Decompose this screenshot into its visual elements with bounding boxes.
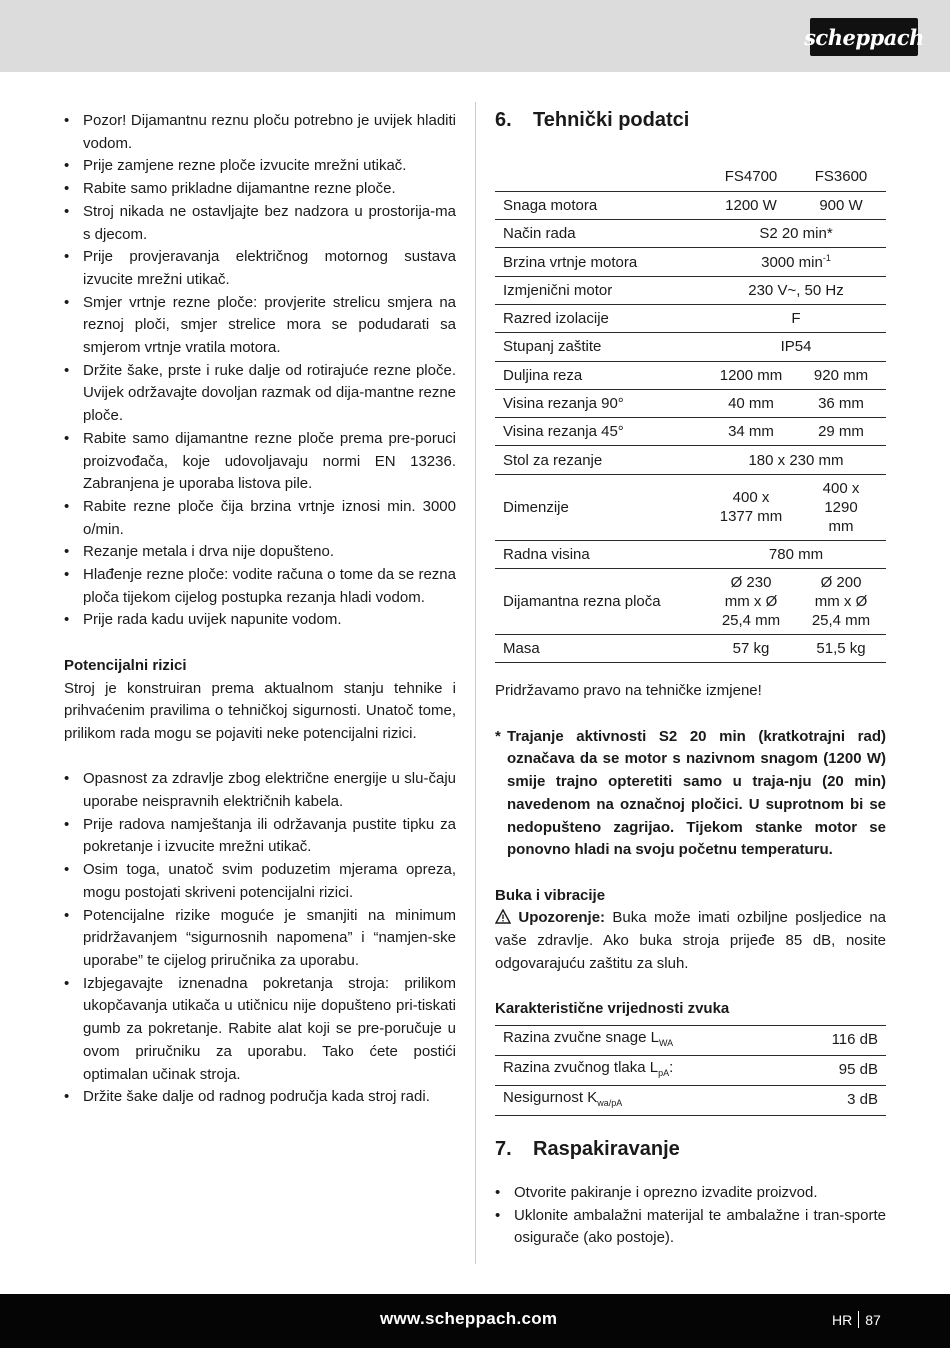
cell-value: S2 20 min* bbox=[706, 220, 886, 248]
noise-warning bbox=[495, 907, 886, 975]
cell-value: IP54 bbox=[706, 333, 886, 361]
list-item: • Rezanje metala i drva nije dopušteno. bbox=[64, 541, 456, 564]
table-row bbox=[495, 276, 886, 304]
cell-value: 920 mm bbox=[796, 361, 886, 389]
cell-value: 3 dB bbox=[788, 1085, 886, 1115]
warning-triangle-icon bbox=[495, 909, 511, 924]
table-row bbox=[495, 333, 886, 361]
cell-value bbox=[796, 569, 886, 635]
scheppach-logo bbox=[804, 18, 924, 56]
risks-bullet-list bbox=[64, 768, 456, 1109]
list-item: • Držite šake, prste i ruke dalje od rotirajuće rezne ploče. Uvijek održavajte dovoljan razmak od dija-mantne rezne ploče. bbox=[64, 360, 456, 428]
cell-value: 34 mm bbox=[706, 418, 796, 446]
cell-line: Ø 230 bbox=[730, 574, 772, 592]
cell-value: 51,5 kg bbox=[796, 635, 886, 663]
row-label: Razred izolacije bbox=[495, 304, 706, 332]
label-text: Razina zvučnog tlaka L bbox=[503, 1058, 659, 1076]
table-row bbox=[495, 361, 886, 389]
speed-exponent: -1 bbox=[822, 252, 831, 263]
table-row bbox=[495, 304, 886, 332]
cell-value: 57 kg bbox=[706, 635, 796, 663]
warning-text: Buka može imati ozbiljne posljedice na vaše zdravlje. Ako buka stroja prijeđe 85 dB, nosite odgovarajuću zaštitu za sluh. bbox=[495, 909, 887, 972]
row-label: Način rada bbox=[495, 220, 706, 248]
row-label: Duljina reza bbox=[495, 361, 706, 389]
table-header-row bbox=[495, 163, 886, 191]
table-row bbox=[495, 220, 886, 248]
footnote-asterisk: * bbox=[495, 727, 501, 745]
cell-value: 900 W bbox=[796, 191, 886, 219]
row-label: Visina rezanja 90° bbox=[495, 389, 706, 417]
row-label: Radna visina bbox=[495, 540, 706, 568]
speed-value: 3000 min bbox=[761, 253, 823, 271]
list-item: • Prije zamjene rezne ploče izvucite mrežni utikač. bbox=[64, 155, 456, 178]
cell-value bbox=[706, 248, 886, 276]
sound-values-table bbox=[495, 1025, 886, 1116]
label-text: Nesigurnost K bbox=[503, 1088, 598, 1106]
section-7-heading bbox=[495, 1136, 886, 1162]
row-label: Stupanj zaštite bbox=[495, 333, 706, 361]
page-separator bbox=[858, 1311, 859, 1328]
list-item: • Hlađenje rezne ploče: vodite računa o tome da se rezna ploča tijekom cijelog postupka rezanja hladi vodom. bbox=[64, 564, 456, 609]
cell-line: 25,4 mm bbox=[811, 612, 871, 630]
section-number: 7. bbox=[495, 1137, 512, 1160]
cell-value: 1200 mm bbox=[706, 361, 796, 389]
row-label: Dimenzije bbox=[495, 474, 706, 540]
table-row bbox=[495, 1025, 886, 1055]
list-item: • Rabite rezne ploče čija brzina vrtnje iznosi min. 3000 o/min. bbox=[64, 496, 456, 541]
row-label bbox=[495, 1055, 788, 1085]
table-row bbox=[495, 569, 886, 635]
row-label: Visina rezanja 45° bbox=[495, 418, 706, 446]
list-item: • Osim toga, unatoč svim poduzetim mjerama opreza, mogu postojati skriveni potencijalni rizici. bbox=[64, 859, 456, 904]
right-column bbox=[495, 107, 886, 1250]
safety-bullet-list bbox=[64, 110, 456, 632]
cell-line: mm bbox=[828, 517, 854, 535]
list-item: • Prije radova namještanja ili održavanja pustite tipku za pokretanje i izvucite mrežni utikač. bbox=[64, 814, 456, 859]
label-subscript: WA bbox=[658, 1037, 674, 1048]
cell-value: 230 V~, 50 Hz bbox=[706, 276, 886, 304]
cell-value: 1200 W bbox=[706, 191, 796, 219]
list-item: • Smjer vrtnje rezne ploče: provjerite strelicu smjera na reznoj ploči, smjer strelice mora se podudarati sa smjerom vrtnje vratila motora. bbox=[64, 292, 456, 360]
row-label: Dijamantna rezna ploča bbox=[495, 569, 706, 635]
cell-value: 780 mm bbox=[706, 540, 886, 568]
list-item: • Rabite samo dijamantne rezne ploče prema pre-poruci proizvođača, koje udovoljavaju normi EN 13236. Zabranjena je uporaba listova pile. bbox=[64, 428, 456, 496]
footer-page-info bbox=[832, 1311, 881, 1328]
row-label bbox=[495, 1085, 788, 1115]
list-item: • Uklonite ambalažni materijal te ambalažne i tran-sporte osigurače (ako postoje). bbox=[495, 1205, 886, 1250]
section-6-heading bbox=[495, 107, 886, 133]
cell-value: 40 mm bbox=[706, 389, 796, 417]
table-row bbox=[495, 418, 886, 446]
cell-value bbox=[796, 474, 886, 540]
row-label: Masa bbox=[495, 635, 706, 663]
table-row bbox=[495, 1085, 886, 1115]
risks-heading: Potencijalni rizici bbox=[64, 656, 187, 674]
risks-paragraph: Stroj je konstruiran prema aktualnom stanju tehnike i prihvaćenim pravilima o tehničkoj sigurnosti. Unatoč tome, prilikom rada mogu se pojaviti neke potencijalni rizici. bbox=[64, 679, 456, 742]
list-item: • Potencijalne rizike moguće je smanjiti na minimum pridržavanjem “sigurnosnih napomena” i “namjen-ske uporabe” te cijelog priručnika za uporabu. bbox=[64, 905, 456, 973]
language-code: HR bbox=[832, 1311, 853, 1328]
cell-line: mm x Ø bbox=[724, 593, 778, 611]
row-label: Stol za rezanje bbox=[495, 446, 706, 474]
cell-value: 180 x 230 mm bbox=[706, 446, 886, 474]
section-title: Tehnički podatci bbox=[533, 109, 690, 131]
duty-cycle-footnote bbox=[495, 726, 886, 862]
technical-changes-note: Pridržavamo pravo na tehničke izmjene! bbox=[495, 682, 762, 700]
table-row bbox=[495, 191, 886, 219]
cell-value: 95 dB bbox=[788, 1055, 886, 1085]
model-header: FS3600 bbox=[796, 163, 886, 191]
model-header: FS4700 bbox=[706, 163, 796, 191]
left-column bbox=[64, 110, 456, 1109]
label-subscript: pA bbox=[658, 1067, 670, 1078]
cell-value: 116 dB bbox=[788, 1025, 886, 1055]
row-label: Snaga motora bbox=[495, 191, 706, 219]
list-item: • Prije rada kadu uvijek napunite vodom. bbox=[64, 609, 456, 632]
page-number: 87 bbox=[865, 1311, 881, 1328]
cell-value: 36 mm bbox=[796, 389, 886, 417]
label-suffix: : bbox=[669, 1058, 674, 1076]
section-title: Raspakiravanje bbox=[533, 1137, 680, 1160]
cell-value: 29 mm bbox=[796, 418, 886, 446]
table-row bbox=[495, 474, 886, 540]
label-subscript: wa/pA bbox=[597, 1097, 623, 1108]
cell-line: 1377 mm bbox=[719, 508, 783, 526]
cell-line: 400 x bbox=[732, 489, 770, 507]
cell-line: Ø 200 bbox=[820, 574, 862, 592]
cell-value: F bbox=[706, 304, 886, 332]
footer-website-link[interactable]: www.scheppach.com bbox=[380, 1309, 558, 1328]
list-item: • Prije provjeravanja električnog motornog sustava izvucite mrežni utikač. bbox=[64, 246, 456, 291]
technical-data-table bbox=[495, 163, 886, 663]
table-row bbox=[495, 540, 886, 568]
table-row bbox=[495, 1055, 886, 1085]
noise-heading: Buka i vibracije bbox=[495, 886, 606, 904]
list-item: • Držite šake dalje od radnog područja kada stroj radi. bbox=[64, 1086, 456, 1109]
table-row bbox=[495, 248, 886, 276]
sound-values-heading: Karakteristične vrijednosti zvuka bbox=[495, 1000, 730, 1018]
list-item: • Izbjegavajte iznenadna pokretanja stroja: prilikom ukopčavanja utikača u utičnicu nije dopušteno pri-tiskati gumb za pokretanje. Rabite alat koji se pre-poručuje u ovom priručniku za uporabu. Tako ćete postići optimalan učinak stroja. bbox=[64, 973, 456, 1087]
cell-line: 1290 bbox=[824, 498, 858, 516]
list-item: • Otvorite pakiranje i oprezno izvadite proizvod. bbox=[495, 1182, 886, 1205]
list-item: • Pozor! Dijamantnu reznu ploču potrebno je uvijek hladiti vodom. bbox=[64, 110, 456, 155]
cell-line: 400 x bbox=[822, 479, 860, 497]
row-label: Izmjenični motor bbox=[495, 276, 706, 304]
section-number: 6. bbox=[495, 109, 512, 131]
logo-text: scheppach bbox=[804, 24, 924, 50]
list-item: • Rabite samo prikladne dijamantne rezne ploče. bbox=[64, 178, 456, 201]
list-item: • Opasnost za zdravlje zbog električne energije u slu-čaju uporabe neispravnih električnih kabela. bbox=[64, 768, 456, 813]
label-text: Razina zvučne snage L bbox=[503, 1028, 659, 1046]
column-divider bbox=[475, 102, 476, 1264]
warning-label: Upozorenje: bbox=[518, 909, 606, 927]
table-row bbox=[495, 635, 886, 663]
cell-line: mm x Ø bbox=[814, 593, 868, 611]
cell-value bbox=[706, 474, 796, 540]
row-label bbox=[495, 1025, 788, 1055]
cell-value bbox=[706, 569, 796, 635]
cell-line: 25,4 mm bbox=[721, 612, 781, 630]
list-item: • Stroj nikada ne ostavljajte bez nadzora u prostorija-ma s djecom. bbox=[64, 201, 456, 246]
table-row bbox=[495, 446, 886, 474]
footnote-text: Trajanje aktivnosti S2 20 min (kratkotrajni rad) označava da se motor s nazivnom snagom (1200 W) smije trajno opteretiti samo u traja-nju (20 min) navedenom na označnoj pločici. U suprotnom bi se nedopušteno zagrijao. Tijekom stanke motor se ponovno hladi na svoju početnu temperaturu. bbox=[507, 727, 886, 859]
table-row bbox=[495, 389, 886, 417]
row-label: Brzina vrtnje motora bbox=[495, 248, 706, 276]
unpacking-bullet-list bbox=[495, 1182, 886, 1250]
